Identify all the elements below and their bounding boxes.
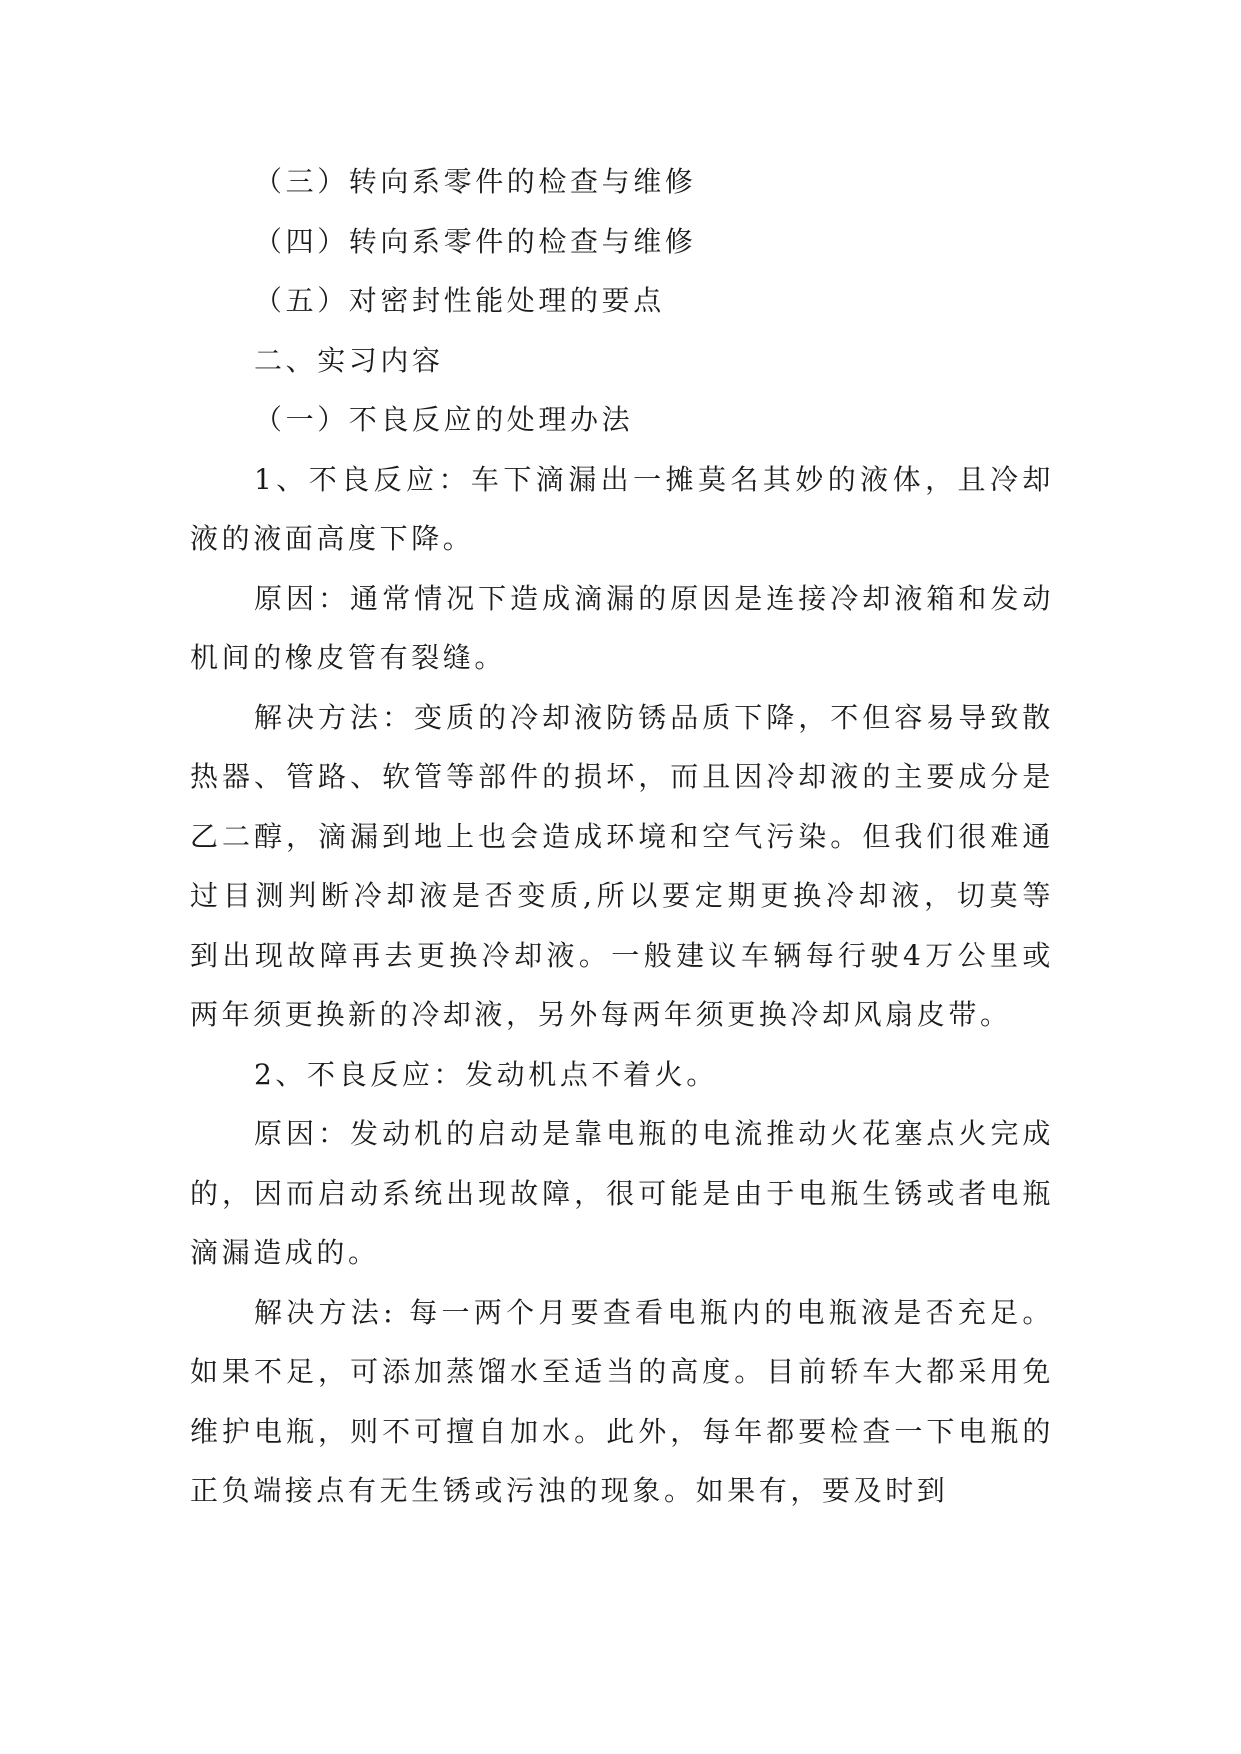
heading-steering-check-3: （三）转向系零件的检查与维修 [254,165,697,198]
paragraph-solution-1: 解决方法：变质的冷却液防锈品质下降，不但容易导致散热器、管路、软管等部件的损坏，而且因冷却液的主要成分是乙二醇，滴漏到地上也会造成环境和空气污染。但我们很难通过目测判断冷却液是否变质,所以要定期更换冷却液，切莫等到出现故障再去更换冷却液。一般建议车辆每行驶4万公里或两年须更换新的冷却液，另外每两年须更换冷却风扇皮带。 [190,700,1054,1031]
paragraph-cause-2: 原因：发动机的启动是靠电瓶的电流推动火花塞点火完成的，因而启动系统出现故障，很可能是由于电瓶生锈或者电瓶滴漏造成的。 [190,1117,1054,1269]
heading-sealing-points: （五）对密封性能处理的要点 [254,284,665,317]
paragraph-cause-1: 原因：通常情况下造成滴漏的原因是连接冷却液箱和发动机间的橡皮管有裂缝。 [190,581,1054,674]
subheading-adverse-reaction-methods: （一）不良反应的处理办法 [254,403,634,436]
paragraph-solution-2: 解决方法: 每一两个月要查看电瓶内的电瓶液是否充足。如果不足，可添加蒸馏水至适当的高度。目前轿车大都采用免维护电瓶，则不可擅自加水。此外，每年都要检查一下电瓶的正负端接点有无生锈或污浊的现象。如果有，要及时到 [190,1295,1054,1507]
paragraph-reaction-2: 2、不良反应：发动机点不着火。 [254,1057,718,1091]
heading-steering-check-4: （四）转向系零件的检查与维修 [254,224,697,258]
document-page [190,152,1054,1521]
section-heading-internship-content: 二、实习内容 [254,343,444,377]
paragraph-reaction-1: 1、不良反应：车下滴漏出一摊莫名其妙的液体，且冷却液的液面高度下降。 [190,462,1054,555]
